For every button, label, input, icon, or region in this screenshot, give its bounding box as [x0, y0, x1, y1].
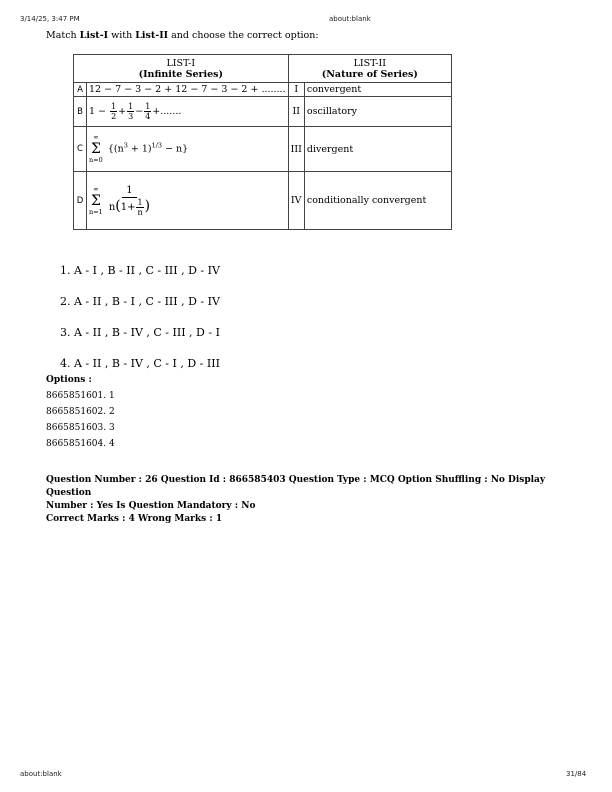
row-roman: IV [288, 172, 304, 230]
row-key: D [74, 172, 87, 230]
fraction [136, 198, 143, 217]
expr-close: − n} [162, 143, 189, 155]
fraction-den: 3 [128, 112, 134, 121]
print-footer-url: about:blank [20, 770, 62, 778]
nature-cell: divergent [304, 127, 451, 172]
options-label: Options : [46, 375, 92, 385]
sum-upper: ∞ [93, 184, 99, 193]
sum-sign: Σ [90, 141, 101, 157]
row-roman: II [288, 97, 304, 127]
question-intro-2: with [108, 30, 136, 41]
den-one: 1+ [120, 202, 136, 213]
meta-line: Question Number : 26 Question Id : 866585403 Question Type : MCQ Option Shuffling : No Display Question [46, 475, 546, 498]
choice-item: 4. A - II , B - IV , C - I , D - III [60, 357, 220, 370]
list1-header-cell [74, 55, 289, 83]
list2-header: LIST-II [353, 57, 386, 69]
expr-open: {(n [107, 143, 124, 155]
sum-upper: ∞ [93, 133, 99, 141]
sum-sign: Σ [90, 192, 101, 209]
fraction-num: 1 [128, 102, 134, 111]
fraction-num: 1 [122, 184, 136, 198]
operator: + [118, 106, 127, 117]
question-list-2: List-II [135, 30, 169, 41]
table-header-row [74, 55, 452, 83]
table-row [74, 97, 452, 127]
nature-cell: convergent [304, 83, 451, 97]
sum-lower: n=1 [89, 207, 103, 216]
question-intro-1: Match [46, 30, 80, 41]
print-timestamp: 3/14/25, 3:47 PM [20, 15, 80, 23]
fraction [110, 102, 117, 121]
den-lead: n [108, 202, 116, 213]
series-fraction [109, 184, 150, 217]
list1-header: LIST-I [166, 57, 196, 69]
fraction-den: 4 [145, 112, 151, 121]
fraction [127, 102, 134, 121]
meta-line: Correct Marks : 4 Wrong Marks : 1 [46, 514, 223, 524]
question-list-1: List-I [79, 30, 109, 41]
match-table [73, 54, 452, 230]
fraction-den [109, 198, 150, 217]
fraction-num: 1 [137, 198, 143, 207]
row-key: B [74, 97, 87, 127]
summation [89, 133, 103, 165]
nature-cell: conditionally convergent [304, 172, 451, 230]
exponent: 3 [123, 141, 128, 150]
fraction-num: 1 [145, 102, 151, 111]
question-meta [46, 474, 576, 526]
option-id: 8665851604. 4 [46, 439, 115, 449]
exponent: 1/3 [151, 141, 163, 150]
row-roman: I [288, 83, 304, 97]
series-cell [87, 127, 289, 172]
series-tail: +....... [152, 106, 182, 117]
list2-header-cell [288, 55, 451, 83]
table-row [74, 83, 452, 97]
operator: − [135, 106, 144, 117]
paren-close: ) [144, 198, 151, 214]
choice-item: 3. A - II , B - IV , C - III , D - I [60, 326, 220, 339]
question-text [46, 30, 319, 41]
row-key: A [74, 83, 87, 97]
table-row [74, 172, 452, 230]
list2-subheader: (Nature of Series) [321, 68, 418, 80]
option-id: 8665851603. 3 [46, 423, 115, 433]
choice-item: 2. A - II , B - I , C - III , D - IV [60, 295, 220, 308]
meta-line: Number : Yes Is Question Mandatory : No [46, 501, 256, 511]
expr-mid: + 1) [127, 143, 152, 155]
question-intro-3: and choose the correct option: [168, 30, 319, 41]
print-page-number: 31/84 [566, 770, 587, 778]
option-id: 8665851602. 2 [46, 407, 115, 417]
fraction-den: 2 [111, 112, 117, 121]
fraction [144, 102, 151, 121]
row-roman: III [288, 127, 304, 172]
nature-cell: oscillatory [304, 97, 451, 127]
table-row [74, 127, 452, 172]
series-cell: 12 − 7 − 3 − 2 + 12 − 7 − 3 − 2 + ........ [87, 83, 289, 97]
sum-lower: n=0 [89, 156, 103, 164]
paren-open: ( [115, 198, 121, 214]
row-key: C [74, 127, 87, 172]
fraction-den: n [137, 208, 143, 217]
summation [89, 185, 103, 217]
series-cell [87, 172, 289, 230]
option-id: 8665851601. 1 [46, 391, 115, 401]
print-page-title: about:blank [329, 15, 371, 23]
series-lead: 1 − [89, 106, 107, 117]
fraction-num: 1 [111, 102, 117, 111]
choice-item: 1. A - I , B - II , C - III , D - IV [60, 264, 220, 277]
series-cell [87, 97, 289, 127]
list1-subheader: (Infinite Series) [138, 68, 224, 80]
